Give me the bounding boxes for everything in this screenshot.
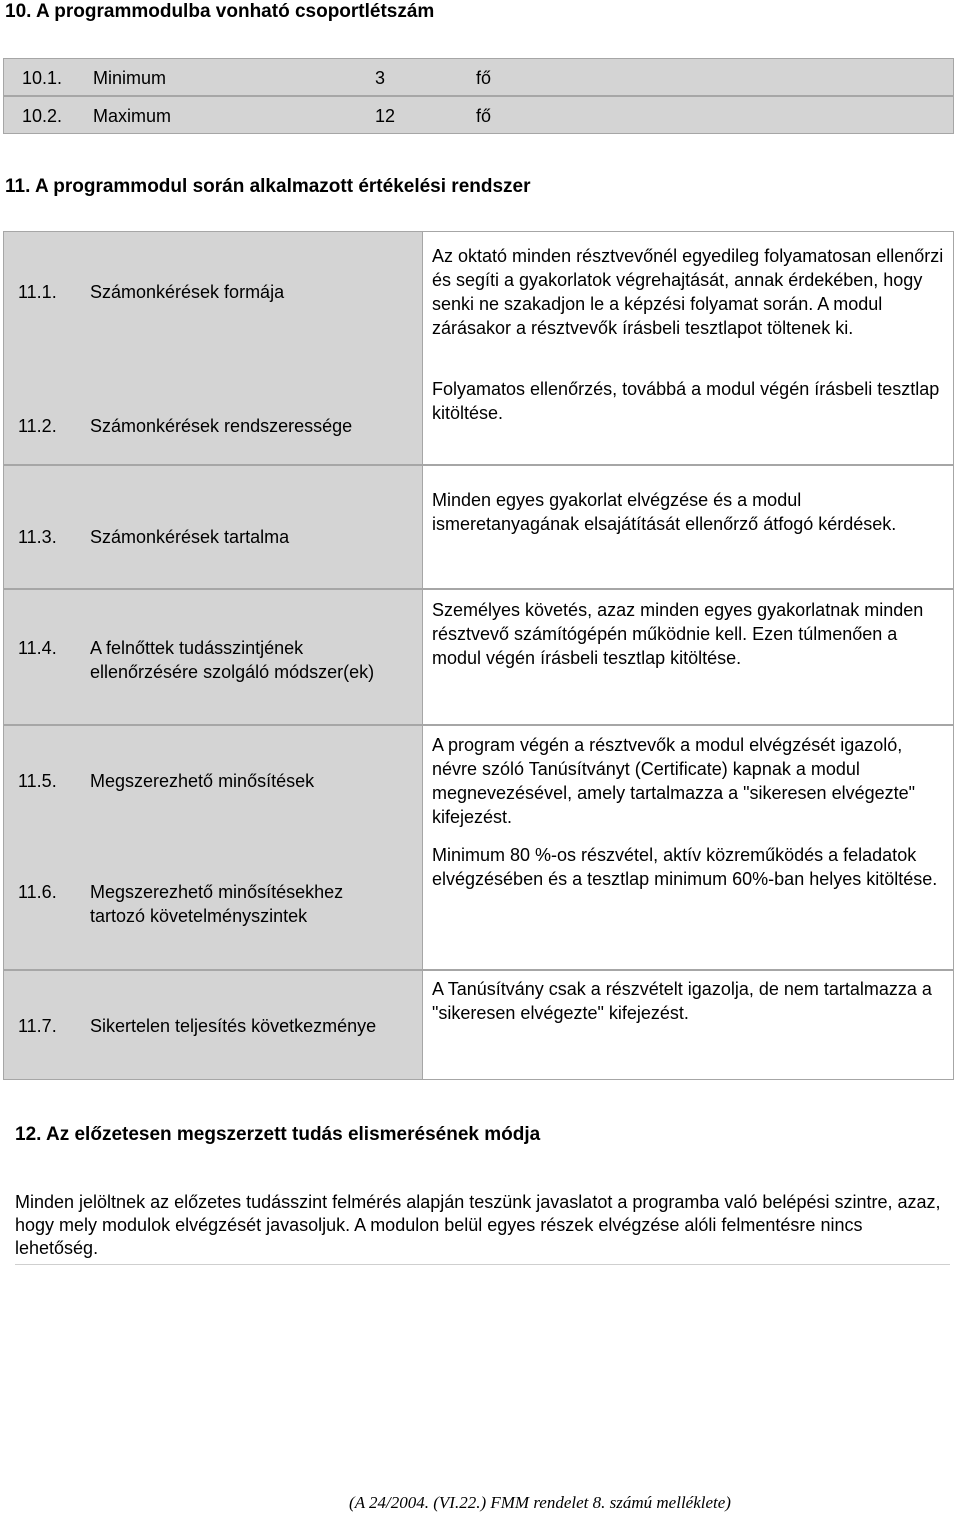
row-value: 12 — [375, 106, 396, 126]
row-label-11-1: Számonkérések formája — [90, 282, 285, 302]
row-label-11-2: Számonkérések rendszeressége — [90, 416, 353, 436]
section-11-heading: 11. A programmodul során alkalmazott értékelési rendszer — [5, 176, 531, 197]
row-label-11-7: Sikertelen teljesítés következménye — [90, 1016, 377, 1036]
section-12-heading: 12. Az előzetesen megszerzett tudás elismerésének módja — [15, 1124, 541, 1145]
row-unit: fő — [476, 68, 492, 88]
row-number: 10.1. — [22, 68, 63, 88]
evaluation-block-d-labels — [3, 725, 422, 970]
row-desc-11-6: Minimum 80 %-os részvétel, aktív közreműködés a feladatok elvégzésében és a tesztlap minimum 60%-ban helyes kitöltése. — [432, 845, 938, 889]
row-desc-11-3: Minden egyes gyakorlat elvégzése és a modul ismeretanyagának elsajátítását ellenőrző átfogó kérdések. — [432, 490, 897, 534]
row-number-11-4: 11.4. — [18, 638, 57, 658]
row-desc-11-7: A Tanúsítvány csak a részvételt igazolja, de nem tartalmazza a "sikeresen elvégezte" kifejezést. — [432, 979, 932, 1023]
divider — [15, 1264, 950, 1265]
row-number-11-2: 11.2. — [18, 416, 57, 436]
row-number-11-3: 11.3. — [18, 527, 57, 547]
row-number-11-5: 11.5. — [18, 771, 57, 791]
row-label: Minimum — [93, 68, 167, 88]
row-label: Maximum — [93, 106, 172, 126]
group-size-row-max — [3, 96, 954, 134]
row-value: 3 — [375, 68, 386, 88]
row-number: 10.2. — [22, 106, 63, 126]
row-number-11-6: 11.6. — [18, 882, 57, 902]
row-label-11-3: Számonkérések tartalma — [90, 527, 290, 547]
page-footer: (A 24/2004. (VI.22.) FMM rendelet 8. számú melléklete) — [349, 1493, 731, 1512]
row-unit: fő — [476, 106, 492, 126]
row-desc-11-5: A program végén a résztvevők a modul elvégzését igazoló, névre szóló Tanúsítványt (Certificate) kapnak a modul megnevezésével, amely tartalmazza a "sikeresen elvégezte" kifejezést. — [432, 735, 916, 827]
row-label-11-6: Megszerezhető minősítésekhez tartozó követelményszintek — [90, 882, 344, 926]
group-size-row-min — [3, 58, 954, 96]
row-label-11-4: A felnőttek tudásszintjének ellenőrzésére szolgáló módszer(ek) — [90, 638, 375, 682]
row-label-11-5: Megszerezhető minősítések — [90, 771, 315, 791]
row-number-11-1: 11.1. — [18, 282, 57, 302]
row-desc-11-1: Az oktató minden résztvevőnél egyedileg folyamatosan ellenőrzi és segíti a gyakorlatok végrehajtását, annak érdekében, hogy senki ne szakadjon le a képzési folyamat során. A modul zárásakor a résztvevők írásbeli tesztlapot töltenek ki. — [432, 246, 944, 338]
row-desc-11-2: Folyamatos ellenőrzés, továbbá a modul végén írásbeli tesztlap kitöltése. — [432, 379, 940, 423]
section-10-heading: 10. A programmodulba vonható csoportlétszám — [5, 1, 435, 22]
row-desc-11-4: Személyes követés, azaz minden egyes gyakorlatnak minden résztvevő számítógépén működnie kell. Ezen túlmenően a modul végén írásbeli tesztlap kitöltése. — [432, 600, 924, 668]
row-number-11-7: 11.7. — [18, 1016, 57, 1036]
section-12-paragraph: Minden jelöltnek az előzetes tudásszint felmérés alapján teszünk javaslatot a programba való belépési szintre, azaz, hogy mely modulok elvégzését javasoljuk. A modulon belül egyes részek elvégzése alóli felmentésre nincs lehetőség. — [15, 1192, 941, 1258]
